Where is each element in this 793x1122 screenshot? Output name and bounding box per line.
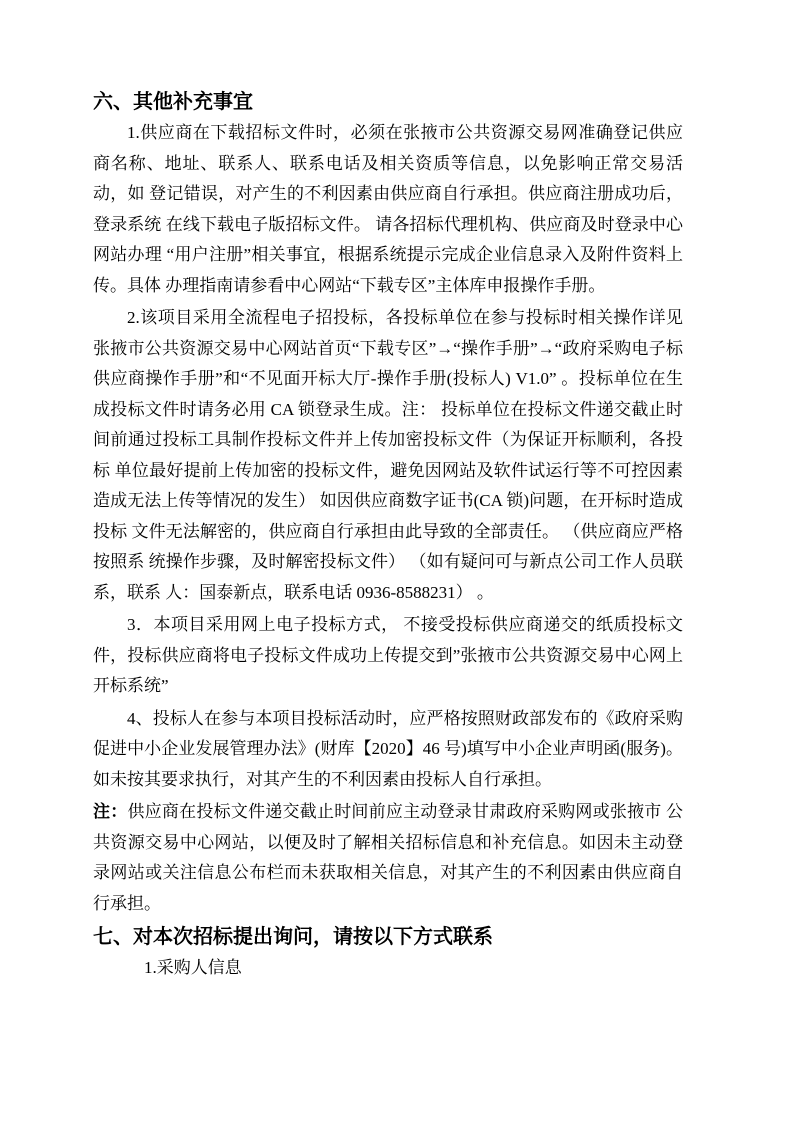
note-label: 注： [93, 802, 128, 821]
section-6-paragraph-2: 2.该项目采用全流程电子招投标，各投标单位在参与投标时相关操作详见张掖市公共资源交易中心网站首页“下载专区”→“操作手册”→“政府采购电子标供应商操作手册”和“不见面开标大厅-操作手册(投标人) V1.0” 。投标单位在生成投标文件时请务必用 CA 锁登录生成。注： 投标单位在投标文件递交截止时 间前通过投标工具制作投标文件并上传加密投标文件（为保证开标顺利，各投标 单位最好提前上传加密的投标文件，避免因网站及软件试运行等不可控因素造成无法上传等情况的发生） 如因供应商数字证书(CA 锁)问题，在开标时造成投标 文件无法解密的，供应商自行承担由此导致的全部责任。 （供应商应严格按照系 统操作步骤，及时解密投标文件） （如有疑问可与新点公司工作人员联系，联系 人：国泰新点，联系电话 0936-8588231） 。 [93, 308, 683, 602]
note-text: 供应商在投标文件递交截止时间前应主动登录甘肃政府采购网或张掖市 公共资源交易中心网站，以便及时了解相关招标信息和补充信息。如因未主动登 录网站或关注信息公布栏而未获取相关信息，对其产生的不利因素由供应商自行承担。 [93, 802, 684, 913]
section-6-heading: 六、其他补充事宜 [93, 91, 253, 113]
section-6-paragraph-4: 4、投标人在参与本项目投标活动时，应严格按照财政部发布的《政府采购促进中小企业发展管理办法》(财库【2020】46 号)填写中小企业声明函(服务)。如未按其要求执行，对其产生的不利因素由投标人自行承担。 [93, 708, 683, 789]
section-6-paragraph-3: 3．本项目采用网上电子投标方式， 不接受投标供应商递交的纸质投标文件，投标供应商将电子投标文件成功上传提交到”张掖市公共资源交易中心网上开标系统” [93, 615, 683, 695]
purchaser-info-item: 1.采购人信息 [144, 958, 242, 977]
section-6-note-paragraph [93, 797, 683, 919]
section-6-paragraph-1: 1.供应商在下载招标文件时，必须在张掖市公共资源交易网准确登记供应商名称、地址、联系人、联系电话及相关资质等信息，以免影响正常交易活动，如 登记错误，对产生的不利因素由供应商自行承担。供应商注册成功后，登录系统 在线下载电子版招标文件。 请各招标代理机构、供应商及时登录中心网站办理 “用户注册”相关事宜，根据系统提示完成企业信息录入及附件资料上传。具体 办理指南请参看中心网站“下载专区”主体库申报操作手册。 [93, 123, 683, 295]
section-7-heading: 七、对本次招标提出询问，请按以下方式联系 [93, 926, 493, 948]
